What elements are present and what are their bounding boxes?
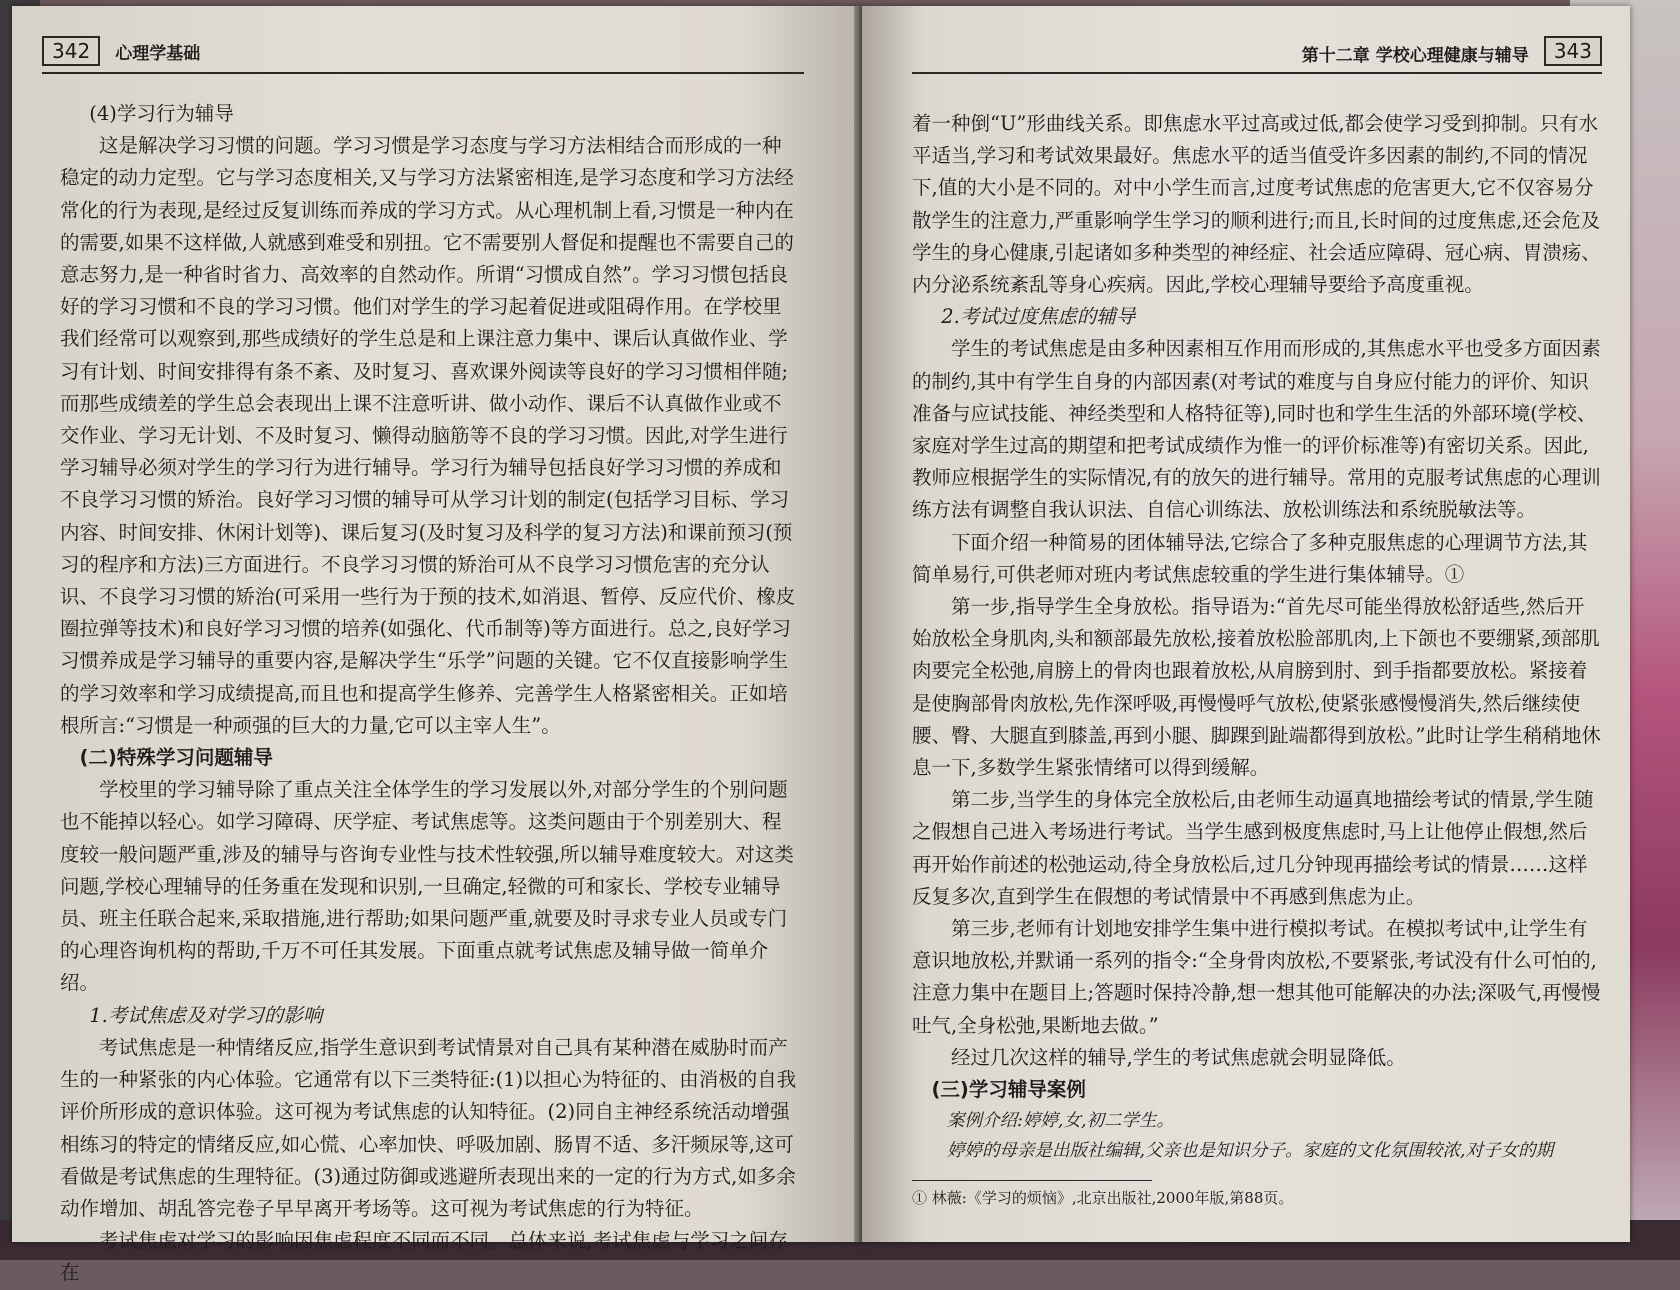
footnote: ① 林薇:《学习的烦恼》,北京出版社,2000年版,第88页。 [912, 1189, 1294, 1208]
left-page [12, 6, 862, 1285]
paragraph: 学生的考试焦虑是由多种因素相互作用而形成的,其焦虑水平也受多方面因素的制约,其中有学生自身的内部因素(对考试的难度与自身应付能力的评价、知识准备与应试技能、神经类型和人格特征等),同时也和学生生活的外部环境(学校、家庭对学生过高的期望和把考试成绩作为惟一的评价标准等)有密切关系。因此,教师应根据学生的实际情况,有的放矢的进行辅导。常用的克服考试焦虑的心理训练方法有调整自我认识法、自信心训练法、放松训练法和系统脱敏法等。 [912, 337, 1601, 522]
right-page-body [912, 108, 1602, 1211]
paragraph: 学校里的学习辅导除了重点关注全体学生的学习发展以外,对部分学生的个别问题也不能掉以轻心。如学习障碍、厌学症、考试焦虑等。这类问题由于个别差别大、程度较一般问题严重,涉及的辅导与咨询专业性与技术性较强,所以辅导难度较大。对这类问题,学校心理辅导的任务重在发现和识别,一旦确定,轻微的可和家长、学校专业辅导员、班主任联合起来,采取措施,进行帮助;如果问题严重,就要及时寻求专业人员或专门的心理咨询机构的帮助,千万不可任其发展。下面重点就考试焦虑及辅导做一简单介绍。 [60, 778, 794, 995]
page-number: 343 [1544, 36, 1602, 66]
paragraph: 考试焦虑是一种情绪反应,指学生意识到考试情景对自己具有某种潜在威胁时而产生的一种紧张的内心体验。它通常有以下三类特征:(1)以担心为特征的、由消极的自我评价所形成的意识体验。这可视为考试焦虑的认知特征。(2)同自主神经系统活动增强相练习的特定的情绪反应,如心慌、心率加快、呼吸加剧、肠胃不适、多汗频尿等,这可看做是考试焦虑的生理特征。(3)通过防御或逃避所表现出来的一定的行为方式,如多余动作增加、胡乱答完卷子早早离开考场等。这可视为考试焦虑的行为特征。 [60, 1035, 797, 1220]
paragraph: 这是解决学习习惯的问题。学习习惯是学习态度与学习方法相结合而形成的一种稳定的动力定型。它与学习态度相关,又与学习方法紧密相连,是学习态度和学习方法经常化的行为表现,是经过反复训练而养成的学习方式。从心理机制上看,习惯是一种内在的需要,如果不这样做,人就感到难受和别扭。它不需要别人督促和提醒也不需要自己的意志努力,是一种省时省力、高效率的自然动作。所谓“习惯成自然”。学习习惯包括良好的学习习惯和不良的学习习惯。他们对学生的学习起着促进或阻碍作用。在学校里我们经常可以观察到,那些成绩好的学生总是和上课注意力集中、课后认真做作业、学习有计划、时间安排得有条不紊、及时复习、喜欢课外阅读等良好的学习习惯相伴随;而那些成绩差的学生总会表现出上课不注意听讲、做小动作、课后不认真做作业或不交作业、学习无计划、不及时复习、懒得动脑筋等不良的学习习惯。因此,对学生进行学习辅导必须对学生的学习行为进行辅导。学习行为辅导包括良好学习习惯的养成和不良学习习惯的矫治。良好学习习惯的辅导可从学习计划的制定(包括学习目标、学习内容、时间安排、休闲计划等)、课后复习(及时复习及科学的复习方法)和课前预习(预习的程序和方法)三方面进行。不良学习习惯的矫治可从不良学习习惯危害的充分认识、不良学习习惯的矫治(可采用一些行为于预的技术,如消退、暂停、反应代价、橡皮圈拉弹等技术)和良好学习习惯的培养(如强化、代币制等)等方面进行。总之,良好学习习惯养成是学习辅导的重要内容,是解决学生“乐学”问题的关键。它不仅直接影响学生的学习效率和学习成绩提高,而且也和提高学生修养、完善学生人格紧密相关。正如培根所言:“习惯是一种顽强的巨大的力量,它可以主宰人生”。 [60, 134, 796, 737]
paragraph: 第二步,当学生的身体完全放松后,由老师生动逼真地描绘考试的情景,学生随之假想自己进入考场进行考试。当学生感到极度焦虑时,马上让他停止假想,然后再开始作前述的松弛运动,待全身放松后,过几分钟现再描绘考试的情景……这样反复多次,直到学生在假想的考试情景中不再感到焦虑为止。 [912, 788, 1594, 908]
right-page [862, 6, 1630, 1242]
footnote-rule [912, 1180, 1152, 1181]
paragraph: 第一步,指导学生全身放松。指导语为:“首先尽可能坐得放松舒适些,然后开始放松全身肌肉,头和额部最先放松,接着放松脸部肌肉,上下颌也不要绷紧,颈部肌肉要完全松弛,肩膀上的骨肉也跟着放松,从肩膀到肘、到手指都要放松。紧接着是使胸部骨肉放松,先作深呼吸,再慢慢呼气放松,使紧张感慢慢消失,然后继续使腰、臀、大腿直到膝盖,再到小腿、脚踝到趾端都得到放松。”此时让学生稍稍地休息一下,多数学生紧张情绪可以得到缓解。 [912, 595, 1601, 780]
section-heading: (三)学习辅导案例 [931, 1078, 1086, 1102]
section-heading: 1.考试焦虑及对学习的影响 [89, 1003, 323, 1027]
paragraph: 下面介绍一种简易的团体辅导法,它综合了多种克服焦虑的心理调节方法,其简单易行,可供老师对班内考试焦虑较重的学生进行集体辅导。① [912, 530, 1588, 586]
paragraph: 考试焦虑对学习的影响因焦虑程度不同而不同。总体来说,考试焦虑与学习之间存在 [60, 1229, 788, 1285]
section-heading: 2.考试过度焦虑的辅导 [941, 305, 1136, 329]
left-page-body [60, 98, 800, 1290]
right-page-header [912, 36, 1602, 74]
section-heading: 案例介绍:婷婷,女,初二学生。 [947, 1111, 1175, 1132]
left-page-header [42, 36, 804, 74]
paragraph: 婷婷的母亲是出版社编辑,父亲也是知识分子。家庭的文化氛围较浓,对子女的期 [947, 1141, 1554, 1162]
paragraph: 经过几次这样的辅导,学生的考试焦虑就会明显降低。 [951, 1045, 1406, 1069]
paragraph: 第三步,老师有计划地安排学生集中进行模拟考试。在模拟考试中,让学生有意识地放松,并默诵一系列的指令:“全身骨肉放松,不要紧张,考试没有什么可怕的,注意力集中在题目上;答题时保持冷静,想一想其他可能解决的办法;深吸气,再慢慢吐气,全身松弛,果断地去做。” [912, 917, 1601, 1037]
paragraph: (4)学习行为辅导 [89, 102, 234, 125]
running-title: 心理学基础 [115, 43, 201, 64]
page-number: 342 [42, 36, 100, 66]
section-heading: (二)特殊学习问题辅导 [79, 746, 273, 770]
paragraph: 着一种倒“U”形曲线关系。即焦虑水平过高或过低,都会使学习受到抑制。只有水平适当,学习和考试效果最好。焦虑水平的适当值受许多因素的制约,不同的情况下,值的大小是不同的。对中小学生而言,过度考试焦虑的危害更大,它不仅容易分散学生的注意力,严重影响学生学习的顺利进行;而且,长时间的过度焦虑,还会危及学生的身心健康,引起诸如多种类型的神经症、社会适应障碍、冠心病、胃溃疡、内分泌系统紊乱等身心疾病。因此,学校心理辅导要给予高度重视。 [912, 112, 1601, 297]
running-title: 第十二章 学校心理健康与辅导 [1301, 46, 1529, 66]
